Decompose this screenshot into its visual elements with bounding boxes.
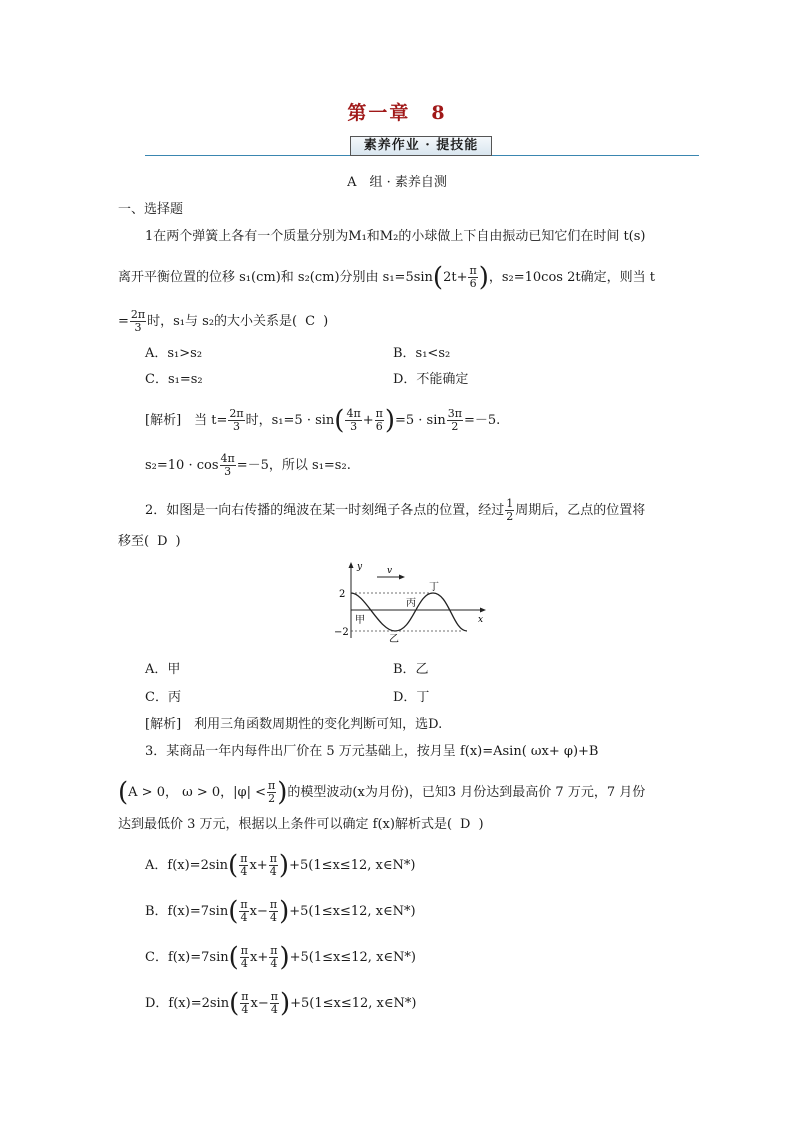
paren-left: ( xyxy=(228,896,239,927)
paren-right: ) xyxy=(278,850,290,881)
q3-line1: 3．某商品一年内每件出厂价在 5 万元基础上，按月呈 f(x)=Asin( ωx+ φ)+B xyxy=(145,744,599,759)
q1-text-c: ，s₂=10cos 2t确定，则当 t xyxy=(488,270,655,285)
paren-left: ( xyxy=(432,262,444,293)
numerator: π xyxy=(270,944,278,957)
paren-left: ( xyxy=(229,988,240,1019)
fraction-pi-4 xyxy=(240,945,249,970)
fraction-pi-4 xyxy=(239,899,248,924)
var-x: x xyxy=(249,904,257,919)
numerator: π xyxy=(270,990,278,1003)
group-heading: A 组 · 素养自测 xyxy=(347,175,447,190)
q2-text: 2．如图是一向右传播的绳波在某一时刻绳子各点的位置，经过 xyxy=(145,503,505,518)
numerator: π xyxy=(241,990,249,1003)
fraction-2pi-3 xyxy=(228,408,244,433)
q2-option-a: A．甲 xyxy=(145,662,181,677)
q2-line1 xyxy=(145,498,645,523)
fraction-2pi-3 xyxy=(130,309,146,334)
numerator: π xyxy=(240,852,248,865)
q1-close: ) xyxy=(323,314,329,329)
numerator: π xyxy=(269,852,277,865)
q1-option-c: C．s₁=s₂ xyxy=(145,372,203,387)
fraction-pi-4 xyxy=(240,991,249,1016)
paren-right: ) xyxy=(279,942,290,973)
numerator: 2π xyxy=(229,407,244,420)
q1-text: 时，s₁与 s₂的大小关系是( xyxy=(147,314,298,329)
q1-line1: 1在两个弹簧上各有一个质量分别为M₁和M₂的小球做上下自由振动已知它们在时间 t(s) xyxy=(145,229,646,244)
denominator: 4 xyxy=(240,865,248,878)
q1-line3 xyxy=(118,309,328,334)
operator: + xyxy=(256,858,268,873)
q3-option-a xyxy=(145,850,416,881)
chapter-title: 第一章 8 xyxy=(347,102,447,124)
numerator: π xyxy=(269,898,278,911)
fraction-pi-4 xyxy=(239,853,248,878)
q3-text: A > 0， ω > 0，|φ| < xyxy=(128,785,267,800)
section-heading: 一、选择题 xyxy=(118,202,184,217)
sol-text: =－5. xyxy=(463,413,501,428)
y-axis-arrow xyxy=(349,562,354,568)
denominator: 3 xyxy=(224,465,232,478)
numerator: 2π xyxy=(130,308,146,321)
numerator: 3π xyxy=(447,407,462,420)
point-yi-label: 乙 xyxy=(389,634,399,645)
fraction-pi-2 xyxy=(267,780,276,805)
q2-close: ) xyxy=(175,534,181,549)
denominator: 3 xyxy=(233,420,241,433)
banner-label: 素养作业 · 提技能 xyxy=(350,136,492,156)
denominator: 6 xyxy=(469,277,477,290)
q3-text: 的模型波动(x为月份)，已知3 月份达到最高价 7 万元，7 月份 xyxy=(287,785,646,800)
q1-option-a: A．s₁>s₂ xyxy=(145,346,203,361)
denominator: 4 xyxy=(240,911,248,924)
fraction-pi-4 xyxy=(269,899,278,924)
denominator: 4 xyxy=(240,957,248,970)
numerator: π xyxy=(469,264,477,277)
var-x: x xyxy=(250,996,258,1011)
fraction-4pi-3 xyxy=(345,408,361,433)
q2-option-d: D．丁 xyxy=(393,690,430,705)
paren-left: ( xyxy=(228,942,239,973)
option-label: C．f(x)=7sin xyxy=(145,950,229,965)
denominator: 2 xyxy=(268,792,276,805)
fraction-pi-6 xyxy=(375,408,384,433)
option-tail: +5(1≤x≤12, x∈N*) xyxy=(290,996,417,1011)
fraction-pi-4 xyxy=(269,945,278,970)
operator: − xyxy=(256,904,268,919)
q3-option-b xyxy=(145,896,416,927)
sol-text: =－5，所以 s₁=s₂. xyxy=(236,458,351,473)
q3-option-d xyxy=(145,988,417,1019)
q1-option-b: B．s₁<s₂ xyxy=(393,346,451,361)
denominator: 2 xyxy=(506,510,514,523)
q3-close: ) xyxy=(478,817,484,832)
paren-left: ( xyxy=(228,850,239,881)
denominator: 3 xyxy=(350,420,358,433)
fraction-pi-4 xyxy=(270,991,279,1016)
numerator: 4π xyxy=(220,452,235,465)
y-tick-2: 2 xyxy=(339,589,346,600)
sol-text: 时，s₁=5 · sin xyxy=(245,413,335,428)
q2-line2 xyxy=(118,533,181,551)
denominator: 4 xyxy=(270,957,278,970)
denominator: 4 xyxy=(241,1003,249,1016)
fraction-1-2 xyxy=(505,498,514,523)
q2-option-c: C．丙 xyxy=(145,690,181,705)
option-tail: +5(1≤x≤12, x∈N*) xyxy=(289,904,416,919)
q3-answer: D xyxy=(460,817,471,832)
x-axis-label: x xyxy=(478,615,484,625)
q1-answer: C xyxy=(305,314,316,329)
q1-solution-line1: [解析] 当 t= $\frac{2\pi}{3}$ 时，s₁=5 · sin( $\frac{4\pi}{3}$ + $\frac{\pi}{6}$ )=5 · sin $\frac{3\pi}{2}$ =－5. xyxy=(145,405,501,436)
paren-left: ( xyxy=(118,777,129,808)
paren-right: ) xyxy=(279,988,291,1019)
fraction-4pi-3 xyxy=(220,453,236,478)
q2-text: 移至( xyxy=(118,534,150,549)
q2-text: 周期后，乙点的位置将 xyxy=(515,503,646,518)
numerator: π xyxy=(240,944,248,957)
denominator: 2 xyxy=(451,420,459,433)
paren-right: ) xyxy=(478,262,489,293)
option-tail: +5(1≤x≤12, x∈N*) xyxy=(289,858,416,873)
q3-option-c xyxy=(145,942,416,973)
q2-option-b: B．乙 xyxy=(393,662,429,677)
denominator: 4 xyxy=(269,911,277,924)
q1-option-d: D．不能确定 xyxy=(393,372,469,387)
option-label: B．f(x)=7sin xyxy=(145,904,229,919)
velocity-arrowhead xyxy=(399,575,405,580)
q1-eq: = xyxy=(118,314,129,329)
paren-right: ) xyxy=(277,777,288,808)
numerator: π xyxy=(240,898,248,911)
operator: + xyxy=(257,950,269,965)
q1-text-b: 2t+ xyxy=(443,270,468,285)
point-jia-label: 甲 xyxy=(355,615,365,626)
q1-text-a: 离开平衡位置的位移 s₁(cm)和 s₂(cm)分别由 s₁=5sin xyxy=(118,270,433,285)
x-axis-arrow xyxy=(480,608,486,613)
denominator: 3 xyxy=(134,321,142,334)
point-bing-label: 丙 xyxy=(406,598,416,609)
fraction-3pi-2 xyxy=(447,408,463,433)
fraction-pi-4 xyxy=(269,853,278,878)
wave-figure xyxy=(333,560,493,645)
q2-solution: [解析] 利用三角函数周期性的变化判断可知，选D. xyxy=(145,717,443,732)
paren-left: ( xyxy=(334,405,345,436)
velocity-label: v xyxy=(387,566,393,576)
sol-text: [解析] 当 t= xyxy=(145,413,228,428)
option-label: D．f(x)=2sin xyxy=(145,996,230,1011)
denominator: 6 xyxy=(375,420,383,433)
numerator: 1 xyxy=(506,497,514,510)
point-ding-label: 丁 xyxy=(429,582,439,593)
sol-text: s₂=10 · cos xyxy=(145,458,219,473)
numerator: 4π xyxy=(346,407,361,420)
q2-answer: D xyxy=(157,534,168,549)
option-tail: +5(1≤x≤12, x∈N*) xyxy=(289,950,416,965)
sol-text: =5 · sin xyxy=(394,413,446,428)
paren-right: ) xyxy=(279,896,290,927)
denominator: 4 xyxy=(270,1003,278,1016)
var-x: x xyxy=(250,950,258,965)
q1-solution-line2 xyxy=(145,453,351,478)
q1-line2 xyxy=(118,262,655,293)
y-axis-label: y xyxy=(357,562,363,572)
fraction-pi-6 xyxy=(468,265,477,290)
option-label: A．f(x)=2sin xyxy=(145,858,229,873)
paren-right: ) xyxy=(384,405,395,436)
q3-text: 达到最低价 3 万元，根据以上条件可以确定 f(x)解析式是( xyxy=(118,817,453,832)
denominator: 4 xyxy=(269,865,277,878)
numerator: π xyxy=(375,407,383,420)
q3-line2 xyxy=(118,777,646,808)
section-banner xyxy=(145,136,699,158)
var-x: x xyxy=(249,858,257,873)
operator: − xyxy=(257,996,269,1011)
y-tick-neg2: −2 xyxy=(334,627,349,638)
numerator: π xyxy=(268,779,276,792)
q3-line3 xyxy=(118,816,484,834)
